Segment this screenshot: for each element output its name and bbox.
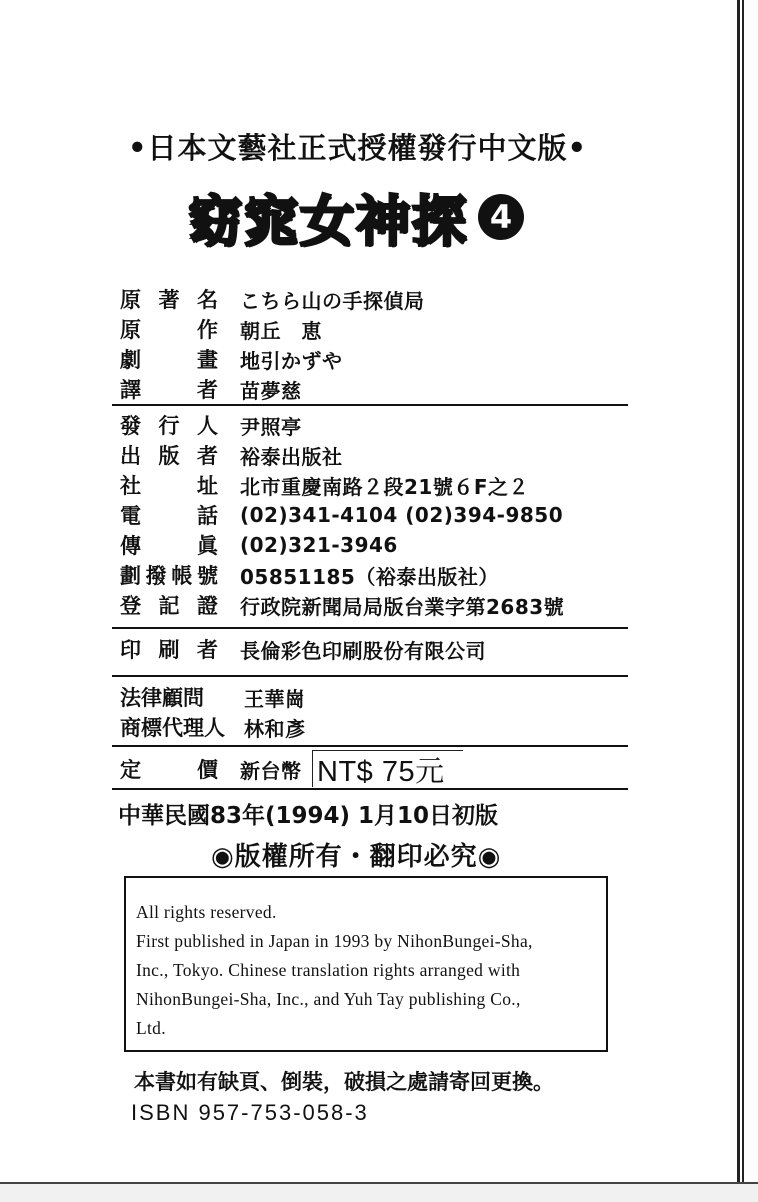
publisher-row-issuer: [120, 410, 630, 440]
credit-value: 苗夢慈: [240, 378, 302, 403]
english-rights-line: Inc., Tokyo. Chinese translation rights arranged with: [136, 960, 521, 980]
publisher-label: 傳 眞: [120, 534, 218, 558]
english-rights-line: Ltd.: [136, 1018, 166, 1038]
divider-rule: [112, 404, 628, 406]
english-rights-line: NihonBungei-Sha, Inc., and Yuh Tay publishing Co.,: [136, 989, 521, 1009]
credit-value: 地引かずや: [240, 348, 343, 373]
price-label: 定 價: [120, 758, 218, 782]
english-rights-line: First published in Japan in 1993 by NihonBungei-Sha,: [136, 931, 533, 951]
title-row: [188, 182, 524, 252]
publisher-row-postal-account: [120, 560, 630, 590]
credits-block: [120, 284, 630, 404]
edition-line: 中華民國83年(1994) 1月10日初版: [118, 803, 499, 829]
publisher-row-phone: [120, 500, 630, 530]
divider-rule: [112, 745, 628, 747]
publisher-label: 發 行 人: [120, 414, 218, 438]
english-rights-box: [124, 876, 608, 1052]
credit-row-original-title: [120, 284, 630, 314]
printer-block: [120, 634, 630, 664]
publisher-value: 05851185（裕泰出版社）: [240, 564, 499, 589]
publisher-label: 出 版 者: [120, 444, 218, 468]
legal-value: 林和彥: [244, 716, 306, 741]
publisher-label: 社 址: [120, 474, 218, 498]
price-amount: NT$ 75元: [317, 755, 445, 788]
credit-label: 原 作: [120, 318, 218, 342]
publisher-row-fax: [120, 530, 630, 560]
publisher-label: 劃 撥 帳 號: [120, 564, 218, 588]
authorization-line: •日本文藝社正式授權發行中文版•: [128, 131, 588, 165]
isbn: ISBN 957-753-058-3: [131, 1100, 369, 1125]
price-box: [312, 750, 463, 787]
printer-value: 長倫彩色印刷股份有限公司: [240, 638, 486, 663]
publisher-value: 行政院新聞局局版台業字第2683號: [240, 594, 565, 619]
divider-rule: [112, 675, 628, 677]
divider-rule: [112, 627, 628, 629]
publisher-row-publisher: [120, 440, 630, 470]
publisher-value: 尹照亭: [240, 414, 302, 439]
publisher-value: (02)321-3946: [240, 533, 398, 557]
legal-label: 商標代理人: [120, 716, 225, 740]
credit-value: こちら山の手探偵局: [240, 288, 425, 313]
publisher-value: 北市重慶南路２段21號６F之２: [240, 474, 529, 499]
credit-row-author: [120, 314, 630, 344]
price-currency: 新台幣: [240, 758, 302, 783]
page-edge-bottom: [0, 1182, 758, 1202]
credit-label: 原 著 名: [120, 288, 218, 312]
credit-label: 譯 者: [120, 378, 218, 402]
publisher-value: 裕泰出版社: [240, 444, 343, 469]
replacement-notice: 本書如有缺頁、倒裝，破損之處請寄回更換。: [134, 1070, 554, 1094]
credit-row-translator: [120, 374, 630, 404]
volume-badge: 4: [478, 194, 524, 240]
rights-reserved-cn: ◉版權所有・翻印必究◉: [211, 842, 502, 872]
divider-rule: [112, 788, 628, 790]
legal-row-trademark-agent: [120, 712, 630, 742]
legal-block: [120, 682, 630, 742]
english-rights-line: All rights reserved.: [136, 902, 277, 922]
legal-value: 王華崗: [244, 686, 306, 711]
page-edge-right: [742, 0, 758, 1200]
publisher-block: [120, 410, 630, 620]
publisher-row-registration: [120, 590, 630, 620]
publisher-label: 電 話: [120, 504, 218, 528]
book-title: 窈窕女神探: [188, 188, 468, 253]
legal-label: 法律顧問: [120, 686, 204, 710]
credit-label: 劇 畫: [120, 348, 218, 372]
credit-row-artist: [120, 344, 630, 374]
publisher-row-address: [120, 470, 630, 500]
credit-value: 朝丘 恵: [240, 318, 322, 343]
publisher-label: 登 記 證: [120, 594, 218, 618]
publisher-value: (02)341-4104 (02)394-9850: [240, 503, 564, 527]
printer-label: 印 刷 者: [120, 638, 218, 662]
legal-row-counsel: [120, 682, 630, 712]
printer-row: [120, 634, 630, 664]
